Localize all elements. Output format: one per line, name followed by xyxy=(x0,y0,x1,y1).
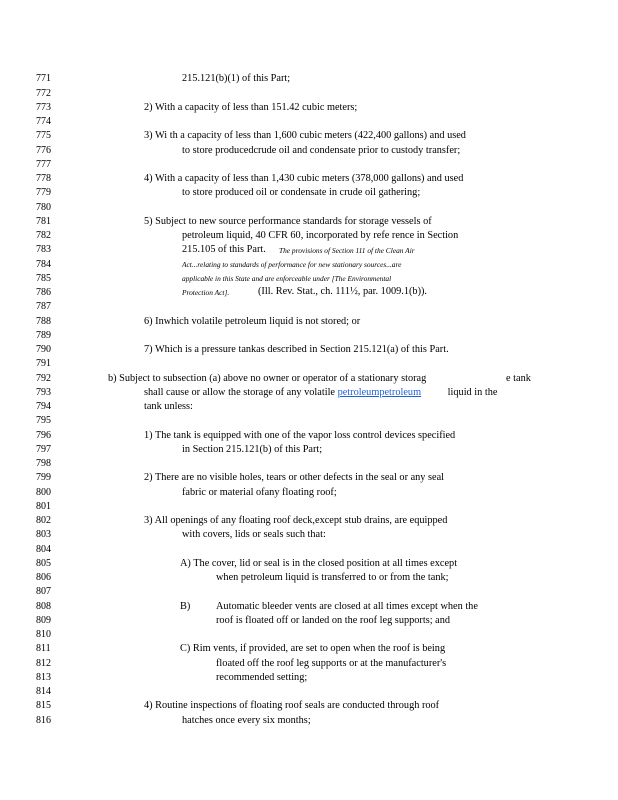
text-line: e tank xyxy=(506,373,531,384)
text-line: C) Rim vents, if provided, are set to open when the roof is being xyxy=(180,643,446,654)
text-line: 3) Wi th a capacity of less than 1,600 cubic meters (422,400 gallons) and used xyxy=(144,130,466,141)
text-line: 4) With a capacity of less than 1,430 cubic meters (378,000 gallons) and used xyxy=(144,173,464,184)
text-line: when petroleum liquid is transferred to or from the tank; xyxy=(216,572,449,583)
line-number: 797 xyxy=(36,444,51,455)
text-line: hatches once every six months; xyxy=(182,715,311,726)
line-number: 782 xyxy=(36,230,51,241)
line-number: 803 xyxy=(36,529,51,540)
line-number: 813 xyxy=(36,672,51,683)
line-number: 794 xyxy=(36,401,51,412)
line-number: 783 xyxy=(36,244,51,255)
text-segment: shall cause or allow the storage of any volatile xyxy=(144,387,336,398)
text-line: 215.121(b)(1) of this Part; xyxy=(182,73,291,84)
statute-quote: Protection Act]. xyxy=(182,288,230,297)
statute-quote: Act...relating to standards of performance for new stationary sources...are xyxy=(182,260,402,269)
text-line: B) xyxy=(180,601,191,612)
text-line: b) Subject to subsection (a) above no owner or operator of a stationary storag xyxy=(108,373,427,384)
text-line: recommended setting; xyxy=(216,672,308,683)
line-number: 784 xyxy=(36,259,51,270)
text-line: roof is floated off or landed on the roof leg supports; and xyxy=(216,615,451,626)
line-number: 810 xyxy=(36,629,51,640)
text-line: in Section 215.121(b) of this Part; xyxy=(182,444,323,455)
line-number: 806 xyxy=(36,572,51,583)
line-number: 795 xyxy=(36,415,51,426)
text-line: tank unless: xyxy=(144,401,193,412)
text-line: 6) Inwhich volatile petroleum liquid is not stored; or xyxy=(144,316,361,327)
line-number: 816 xyxy=(36,715,51,726)
line-number: 796 xyxy=(36,430,51,441)
text-line: 1) The tank is equipped with one of the vapor loss control devices specified xyxy=(144,430,456,441)
text-line: 2) With a capacity of less than 151.42 cubic meters; xyxy=(144,102,358,113)
text-line: to store producedcrude oil and condensate prior to custody transfer; xyxy=(182,145,461,156)
statute-quote: applicable in this State and are enforceable under [The Environmental xyxy=(182,274,392,283)
line-number: 780 xyxy=(36,202,51,213)
text-line: petroleum liquid, 40 CFR 60, incorporated by refe rence in Section xyxy=(182,230,459,241)
line-number: 773 xyxy=(36,102,51,113)
line-number: 787 xyxy=(36,301,51,312)
line-number: 799 xyxy=(36,472,51,483)
text-line: 7) Which is a pressure tankas described in Section 215.121(a) of this Part. xyxy=(144,344,449,355)
line-number: 814 xyxy=(36,686,51,697)
line-number: 772 xyxy=(36,88,51,99)
text-line: 5) Subject to new source performance standards for storage vessels of xyxy=(144,216,432,227)
text-line: A) The cover, lid or seal is in the closed position at all times except xyxy=(180,558,458,569)
text-line: 215.105 of this Part. xyxy=(182,244,266,255)
text-line: (Ill. Rev. Stat., ch. 111½, par. 1009.1(b)). xyxy=(258,286,428,297)
line-number: 788 xyxy=(36,316,51,327)
line-number: 807 xyxy=(36,586,51,597)
line-number: 774 xyxy=(36,116,51,127)
text-line: Automatic bleeder vents are closed at all times except when the xyxy=(216,601,478,612)
line-number: 778 xyxy=(36,173,51,184)
text-line: floated off the roof leg supports or at the manufacturer's xyxy=(216,658,447,669)
line-number: 771 xyxy=(36,73,51,84)
line-number: 800 xyxy=(36,487,51,498)
line-number: 812 xyxy=(36,658,51,669)
line-number: 805 xyxy=(36,558,51,569)
text-segment: liquid in the xyxy=(447,387,498,398)
line-number: 790 xyxy=(36,344,51,355)
line-number: 781 xyxy=(36,216,51,227)
text-line: 3) All openings of any floating roof deck,except stub drains, are equipped xyxy=(144,515,448,526)
line-number: 786 xyxy=(36,287,51,298)
line-number: 798 xyxy=(36,458,51,469)
line-number: 811 xyxy=(36,643,51,654)
line-number: 793 xyxy=(36,387,51,398)
line-number: 802 xyxy=(36,515,51,526)
line-number: 789 xyxy=(36,330,51,341)
line-number: 775 xyxy=(36,130,51,141)
line-number: 776 xyxy=(36,145,51,156)
line-number: 801 xyxy=(36,501,51,512)
text-line: fabric or material ofany floating roof; xyxy=(182,487,337,498)
line-number: 785 xyxy=(36,273,51,284)
line-number: 792 xyxy=(36,373,51,384)
text-line: 4) Routine inspections of floating roof seals are conducted through roof xyxy=(144,700,440,711)
text-line: with covers, lids or seals such that: xyxy=(182,529,326,540)
line-number: 808 xyxy=(36,601,51,612)
line-number: 791 xyxy=(36,358,51,369)
text-line xyxy=(144,387,497,398)
line-number: 815 xyxy=(36,700,51,711)
statute-quote: The provisions of Section 111 of the Clean Air xyxy=(279,246,415,255)
tracked-change-link[interactable]: petroleumpetroleum xyxy=(337,387,422,398)
text-line: to store produced oil or condensate in crude oil gathering; xyxy=(182,187,421,198)
text-line: 2) There are no visible holes, tears or other defects in the seal or any seal xyxy=(144,472,445,483)
line-number: 804 xyxy=(36,544,51,555)
line-number: 777 xyxy=(36,159,51,170)
line-number: 809 xyxy=(36,615,51,626)
line-number: 779 xyxy=(36,187,51,198)
